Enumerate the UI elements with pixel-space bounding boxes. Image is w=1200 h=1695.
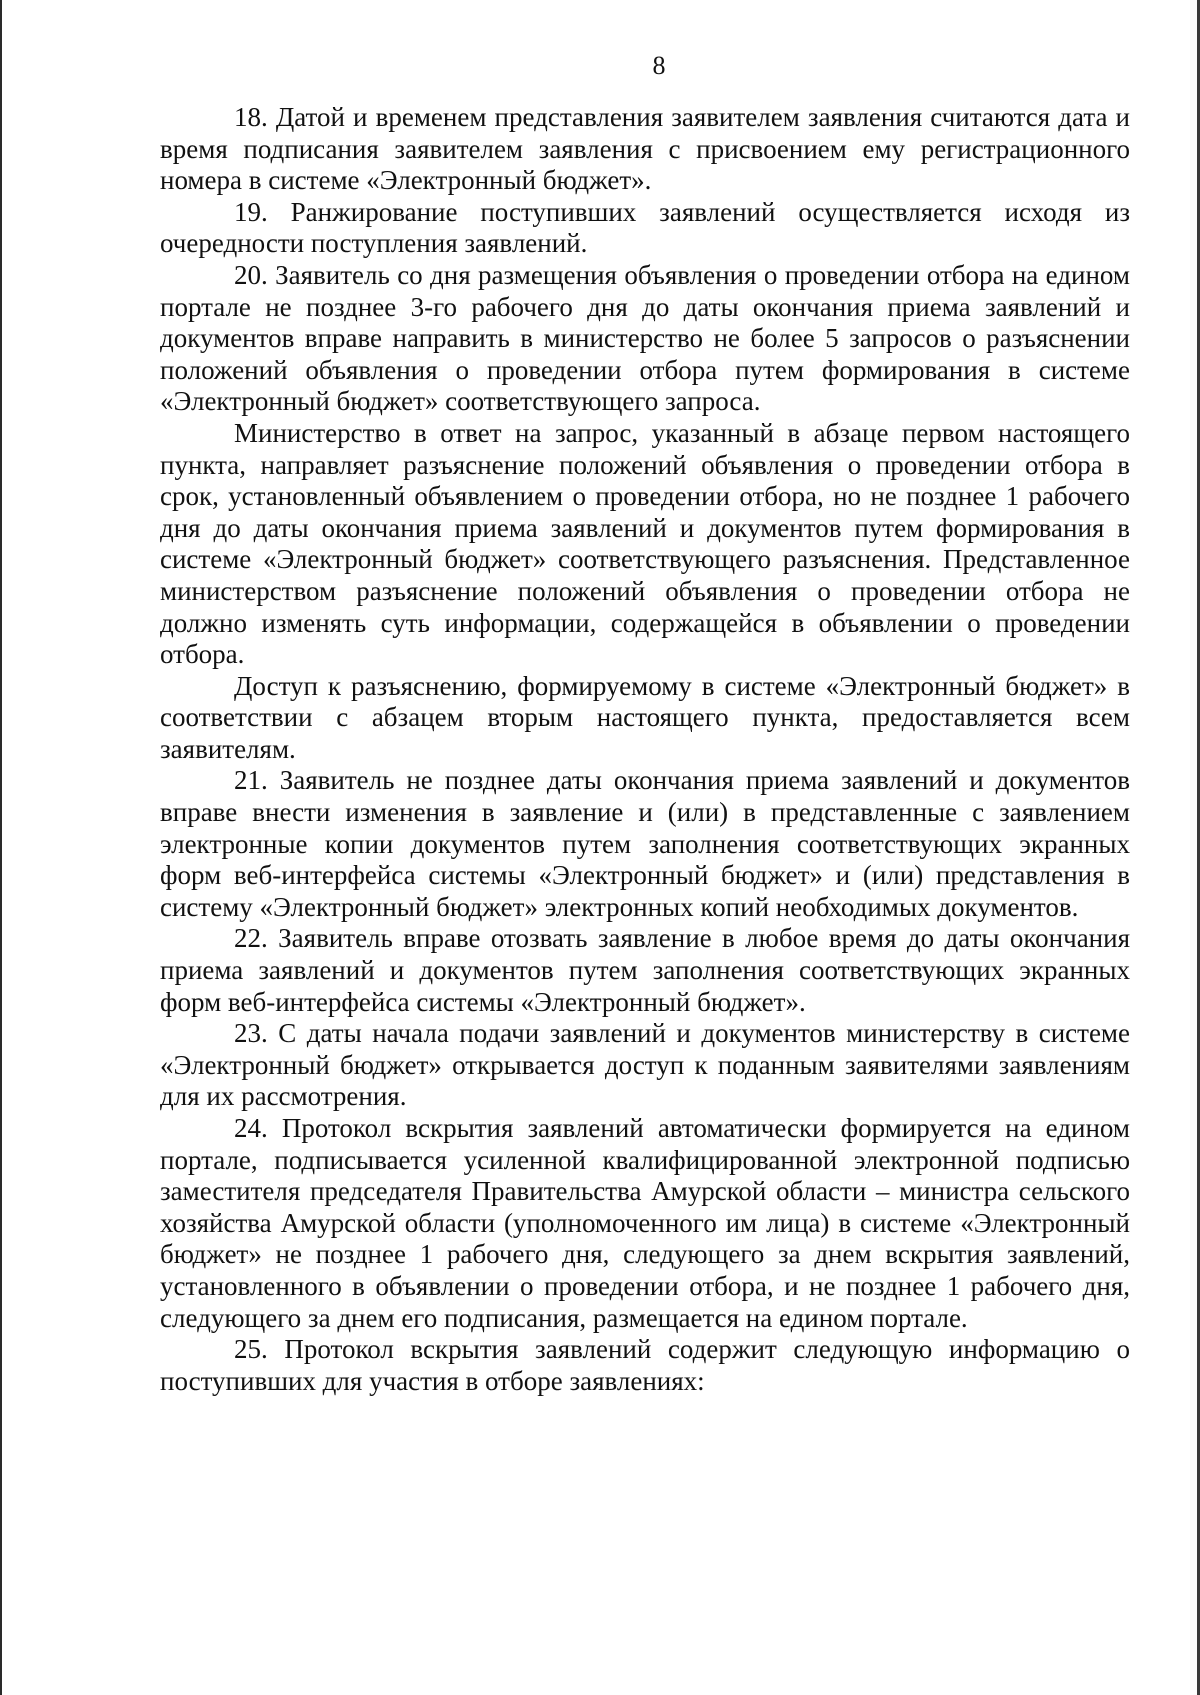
paragraph-22: 22. Заявитель вправе отозвать заявление в любое время до даты окончания приема заявлений и документов путем заполнения соответствующих экранных форм веб-интерфейса системы «Электронный бюджет».	[160, 923, 1130, 1017]
paragraph-19: 19. Ранжирование поступивших заявлений осуществляется исходя из очередности поступления заявлений.	[160, 196, 1130, 259]
page-number: 8	[652, 51, 666, 80]
paragraph-18: 18. Датой и временем представления заявителем заявления считаются дата и время подписания заявителем заявления с присвоением ему регистрационного номера в системе «Электронный бюджет».	[160, 102, 1130, 196]
paragraph-20: 20. Заявитель со дня размещения объявления о проведении отбора на едином портале не позднее 3-го рабочего дня до даты окончания приема заявлений и документов вправе направить в министерство не более 5 запросов о разъяснении положений объявления о проведении отбора путем формирования в системе «Электронный бюджет» соответствующего запроса.	[160, 259, 1130, 417]
paragraph-20-access: Доступ к разъяснению, формируемому в системе «Электронный бюджет» в соответствии с абзацем вторым настоящего пункта, предоставляется всем заявителям.	[160, 670, 1130, 764]
paragraph-24: 24. Протокол вскрытия заявлений автоматически формируется на едином портале, подписывается усиленной квалифицированной электронной подписью заместителя председателя Правительства Амурской области – министра сельского хозяйства Амурской области (уполномоченного им лица) в системе «Электронный бюджет» не позднее 1 рабочего дня, следующего за днем вскрытия заявлений, установленного в объявлении о проведении отбора, и не позднее 1 рабочего дня, следующего за днем его подписания, размещается на едином портале.	[160, 1113, 1130, 1333]
paragraph-20-ministry-response: Министерство в ответ на запрос, указанный в абзаце первом настоящего пункта, направляет разъяснение положений объявления о проведении отбора в срок, установленный объявлением о проведении отбора, но не позднее 1 рабочего дня до даты окончания приема заявлений и документов путем формирования в системе «Электронный бюджет» соответствующего разъяснения. Представленное министерством разъяснение положений объявления о проведении отбора не должно изменять суть информации, содержащейся в объявлении о проведении отбора.	[160, 417, 1130, 670]
scan-left-edge	[0, 0, 2, 1695]
document-body	[160, 102, 1130, 1397]
paragraph-25: 25. Протокол вскрытия заявлений содержит следующую информацию о поступивших для участия в отборе заявлениях:	[160, 1334, 1130, 1396]
paragraph-23: 23. С даты начала подачи заявлений и документов министерству в системе «Электронный бюджет» открывается доступ к поданным заявителями заявлениям для их рассмотрения.	[160, 1018, 1130, 1112]
paragraph-21: 21. Заявитель не позднее даты окончания приема заявлений и документов вправе внести изменения в заявление и (или) в представленные с заявлением электронные копии документов путем заполнения соответствующих экранных форм веб-интерфейса системы «Электронный бюджет» и (или) представления в систему «Электронный бюджет» электронных копий необходимых документов.	[160, 765, 1130, 922]
